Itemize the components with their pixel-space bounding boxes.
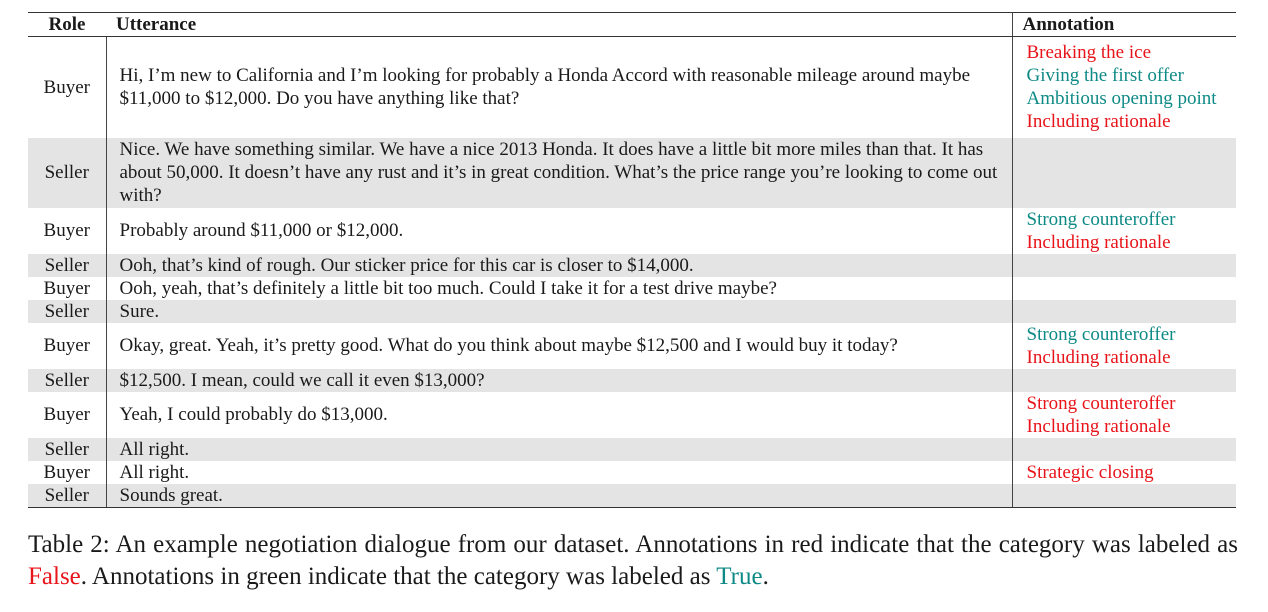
role-cell: Seller [28,438,106,461]
annotation-label: Strategic closing [1026,461,1154,483]
annotation-cell [1012,208,1236,254]
table-row [28,323,1236,369]
annotation-label: Breaking the ice [1026,42,1152,64]
table-row [28,37,1236,138]
caption-text-1: Table 2: An example negotiation dialogue from our dataset. Annotations in red indicate that the category was labeled as [28,531,1238,558]
utterance-cell: Nice. We have something similar. We have a nice 2013 Honda. It does have a little bit more miles than that. It has about 50,000. It doesn’t have any rust and it’s in great condition. What’s the price range you’re looking to come out with? [106,138,1012,208]
annotation-label: Strong counteroffer [1026,208,1176,230]
annotation-label: Strong counteroffer [1026,323,1176,345]
role-cell: Buyer [28,208,106,254]
annotation-cell [1012,323,1236,369]
table-row [28,392,1236,438]
annotation-cell [1012,300,1236,323]
header-role: Role [28,13,106,37]
role-cell: Buyer [28,323,106,369]
annotation-label: Ambitious opening point [1026,88,1217,110]
table-row [28,208,1236,254]
role-cell: Seller [28,254,106,277]
utterance-cell: All right. [106,438,1012,461]
table-row [28,461,1236,484]
header-utterance: Utterance [106,13,1012,37]
role-cell: Seller [28,484,106,508]
annotation-cell [1012,369,1236,392]
dialogue-table [28,12,1236,508]
table-row [28,138,1236,208]
annotation-cell [1012,37,1236,138]
utterance-cell: All right. [119,461,190,483]
utterance-cell: Ooh, that’s kind of rough. Our sticker price for this car is closer to $14,000. [106,254,1012,277]
annotation-label: Including rationale [1026,346,1171,368]
annotation-label: Including rationale [1026,111,1171,133]
utterance-cell: Yeah, I could probably do $13,000. [119,404,388,425]
annotation-cell [1012,484,1236,508]
table-body [28,37,1236,508]
utterance-cell: Probably around $11,000 or $12,000. [119,220,404,241]
role-cell: Seller [28,138,106,208]
role-cell: Buyer [28,37,106,138]
caption-true-word: True [716,563,763,590]
utterance-cell: Ooh, yeah, that’s definitely a little bit too much. Could I take it for a test drive maybe? [119,277,777,299]
annotation-cell [1012,254,1236,277]
role-cell: Buyer [28,277,106,300]
annotation-label: Giving the first offer [1026,65,1184,87]
utterance-cell: Hi, I’m new to California and I’m looking for probably a Honda Accord with reasonable mileage around maybe $11,000 to $12,000. Do you have anything like that? [119,65,971,110]
caption-false-word: False [28,563,81,590]
role-cell: Seller [28,369,106,392]
annotation-cell [1012,277,1236,300]
utterance-cell: Okay, great. Yeah, it’s pretty good. What do you think about maybe $12,500 and I would buy it today? [119,335,898,356]
table-row [28,300,1236,323]
annotation-label: Including rationale [1026,415,1171,437]
table-caption [28,529,1238,593]
caption-text-3: . [762,563,769,590]
table-row [28,438,1236,461]
annotation-cell [1012,138,1236,208]
caption-text-2: . Annotations in green indicate that the category was labeled as [80,563,717,590]
table-row [28,277,1236,300]
utterance-cell: Sounds great. [106,484,1012,508]
table-row [28,254,1236,277]
role-cell: Buyer [28,392,106,438]
table-row [28,369,1236,392]
utterance-cell: $12,500. I mean, could we call it even $13,000? [106,369,1012,392]
table-row [28,484,1236,508]
table-header-row [28,13,1236,37]
utterance-cell: Sure. [106,300,1012,323]
annotation-cell [1012,461,1236,484]
role-cell: Seller [28,300,106,323]
annotation-label: Strong counteroffer [1026,392,1176,414]
dialogue-table-container [28,12,1236,508]
header-annotation: Annotation [1012,13,1236,37]
annotation-label: Including rationale [1026,231,1171,253]
annotation-cell [1012,438,1236,461]
role-cell: Buyer [28,461,106,484]
annotation-cell [1012,392,1236,438]
